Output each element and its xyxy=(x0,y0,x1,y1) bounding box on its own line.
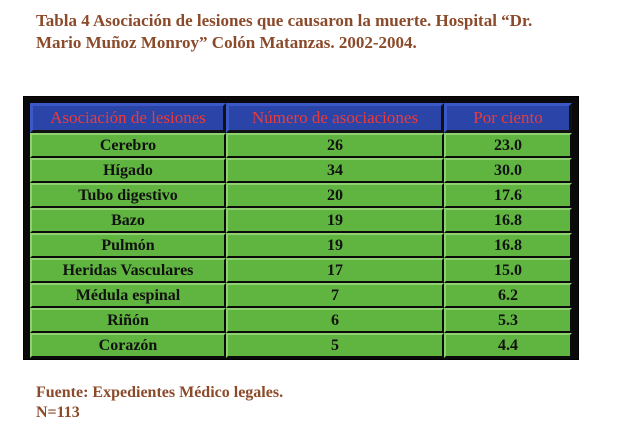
cell-lesion: Corazón xyxy=(30,333,226,358)
cell-count: 19 xyxy=(226,233,444,258)
source-note: Fuente: Expedientes Médico legales. xyxy=(36,384,284,401)
table-row xyxy=(30,308,572,333)
table-frame xyxy=(23,96,579,360)
table-row xyxy=(30,183,572,208)
table-row xyxy=(30,158,572,183)
cell-percent: 4.4 xyxy=(444,333,572,358)
table-row xyxy=(30,233,572,258)
table-header-row xyxy=(30,103,572,133)
table-row xyxy=(30,258,572,283)
cell-lesion: Hígado xyxy=(30,158,226,183)
cell-percent: 16.8 xyxy=(444,233,572,258)
table-row xyxy=(30,333,572,358)
cell-lesion: Heridas Vasculares xyxy=(30,258,226,283)
cell-percent: 17.6 xyxy=(444,183,572,208)
caption-line-2: Mario Muñoz Monroy” Colón Matanzas. 2002-2004. xyxy=(36,33,417,52)
cell-lesion: Cerebro xyxy=(30,133,226,158)
cell-count: 7 xyxy=(226,283,444,308)
cell-count: 19 xyxy=(226,208,444,233)
cell-count: 5 xyxy=(226,333,444,358)
cell-lesion: Médula espinal xyxy=(30,283,226,308)
cell-count: 17 xyxy=(226,258,444,283)
cell-percent: 23.0 xyxy=(444,133,572,158)
table-row xyxy=(30,133,572,158)
column-header-lesion: Asociación de lesiones xyxy=(30,103,226,133)
caption-line-1: Tabla 4 Asociación de lesiones que causaron la muerte. Hospital “Dr. xyxy=(36,11,533,30)
cell-lesion: Riñón xyxy=(30,308,226,333)
cell-lesion: Bazo xyxy=(30,208,226,233)
table-footnote xyxy=(36,383,283,423)
column-header-count: Número de asociaciones xyxy=(226,103,444,133)
cell-count: 20 xyxy=(226,183,444,208)
cell-percent: 16.8 xyxy=(444,208,572,233)
column-header-percent: Por ciento xyxy=(444,103,572,133)
cell-percent: 5.3 xyxy=(444,308,572,333)
table-row xyxy=(30,208,572,233)
table-caption xyxy=(36,10,626,54)
cell-count: 26 xyxy=(226,133,444,158)
sample-size-note: N=113 xyxy=(36,404,80,421)
table-row xyxy=(30,283,572,308)
cell-count: 34 xyxy=(226,158,444,183)
cell-percent: 15.0 xyxy=(444,258,572,283)
cell-count: 6 xyxy=(226,308,444,333)
cell-lesion: Pulmón xyxy=(30,233,226,258)
lesion-association-table xyxy=(30,103,572,358)
cell-percent: 30.0 xyxy=(444,158,572,183)
cell-lesion: Tubo digestivo xyxy=(30,183,226,208)
cell-percent: 6.2 xyxy=(444,283,572,308)
